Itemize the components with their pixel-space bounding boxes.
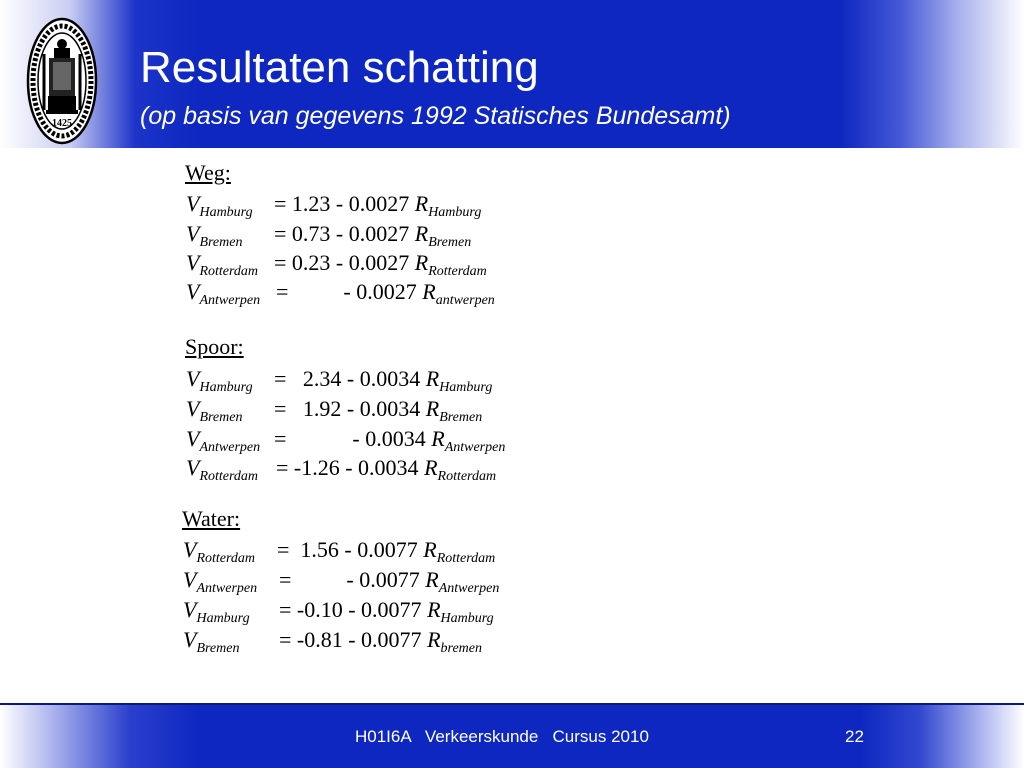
- page-number: 22: [845, 727, 864, 746]
- university-seal-icon: [24, 14, 100, 148]
- equations-content: Weg: $V_{Hamburg}$ = 1.23 - 0.0027 $R_{Hamburg}$ $V_{Bremen}$ = 0.73 - 0.0027 $R_{Bremen}$ $V_{Rotterdam}$ = 0.23 - 0.0027 $R_{Rotterdam}$ $V_{Antwerpen}$ = - 0.0027 $R_{antwerpen}$ Spoor: $V_{Hamburg}$ = 2.34 - 0.0034 $R_{Hamburg}$ $V_{Bremen}$ = 1.92 - 0.0034 $R_{Bremen}$ $V_{Antwerpen}$ = - 0.0034 $R_{Antwerpen}$ $V_{Rotterdam}$ = -1.26 - 0.0034 $R_{Rotterdam}$ Water: $V_{Rotterdam}$ = 1.56 - 0.0077 $R_{Rotterdam}$ $V_{Antwerpen}$ = - 0.0077 $R_{Antwerpen}$ $V_{Hamburg}$ = -0.10 - 0.0077 $R_{Hamburg}$ $V_{Bremen}$ = -0.81 - 0.0077 $R_{bremen}$: [182, 160, 506, 656]
- section-heading-water: Water:: [182, 506, 241, 531]
- section-heading-weg: Weg:: [185, 160, 231, 185]
- svg-text:1425: 1425: [52, 118, 72, 129]
- slide-title: Resultaten schatting: [140, 43, 539, 92]
- slide-header: [0, 0, 1024, 148]
- section-heading-spoor: Spoor:: [185, 334, 244, 359]
- slide-subtitle: (op basis van gegevens 1992 Statisches Bundesamt): [140, 102, 731, 130]
- slide-footer: [0, 705, 1024, 768]
- footer-course-label: H01I6A Verkeerskunde Cursus 2010: [355, 727, 649, 746]
